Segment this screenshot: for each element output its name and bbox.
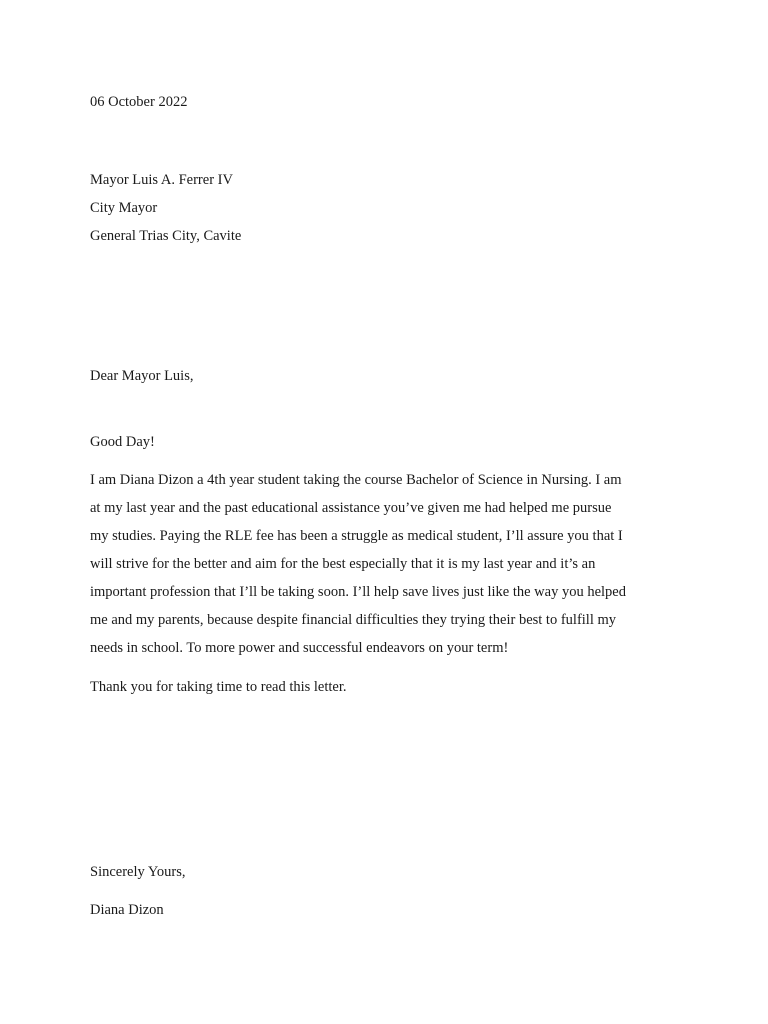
thanks-line: Thank you for taking time to read this letter.	[90, 679, 347, 695]
body-line: needs in school. To more power and successful endeavors on your term!	[90, 640, 509, 656]
recipient-title: City Mayor	[90, 200, 158, 216]
letter-body	[90, 466, 690, 662]
letter-date: 06 October 2022	[90, 94, 188, 110]
greeting: Good Day!	[90, 434, 155, 450]
body-line: important profession that I’ll be taking soon. I’ll help save lives just like the way you helped	[90, 584, 626, 600]
body-line: my studies. Paying the RLE fee has been a struggle as medical student, I’ll assure you that I	[90, 528, 623, 544]
recipient-address: General Trias City, Cavite	[90, 228, 242, 244]
body-line: me and my parents, because despite financial difficulties they trying their best to fulfill my	[90, 612, 617, 628]
body-line: will strive for the better and aim for the best especially that it is my last year and it’s an	[90, 556, 596, 572]
closing: Sincerely Yours,	[90, 864, 186, 880]
body-line: at my last year and the past educational assistance you’ve given me had helped me pursue	[90, 500, 612, 516]
salutation: Dear Mayor Luis,	[90, 368, 194, 384]
recipient-name: Mayor Luis A. Ferrer IV	[90, 172, 233, 188]
body-line: I am Diana Dizon a 4th year student taking the course Bachelor of Science in Nursing. I am	[90, 472, 622, 488]
signature: Diana Dizon	[90, 902, 164, 918]
